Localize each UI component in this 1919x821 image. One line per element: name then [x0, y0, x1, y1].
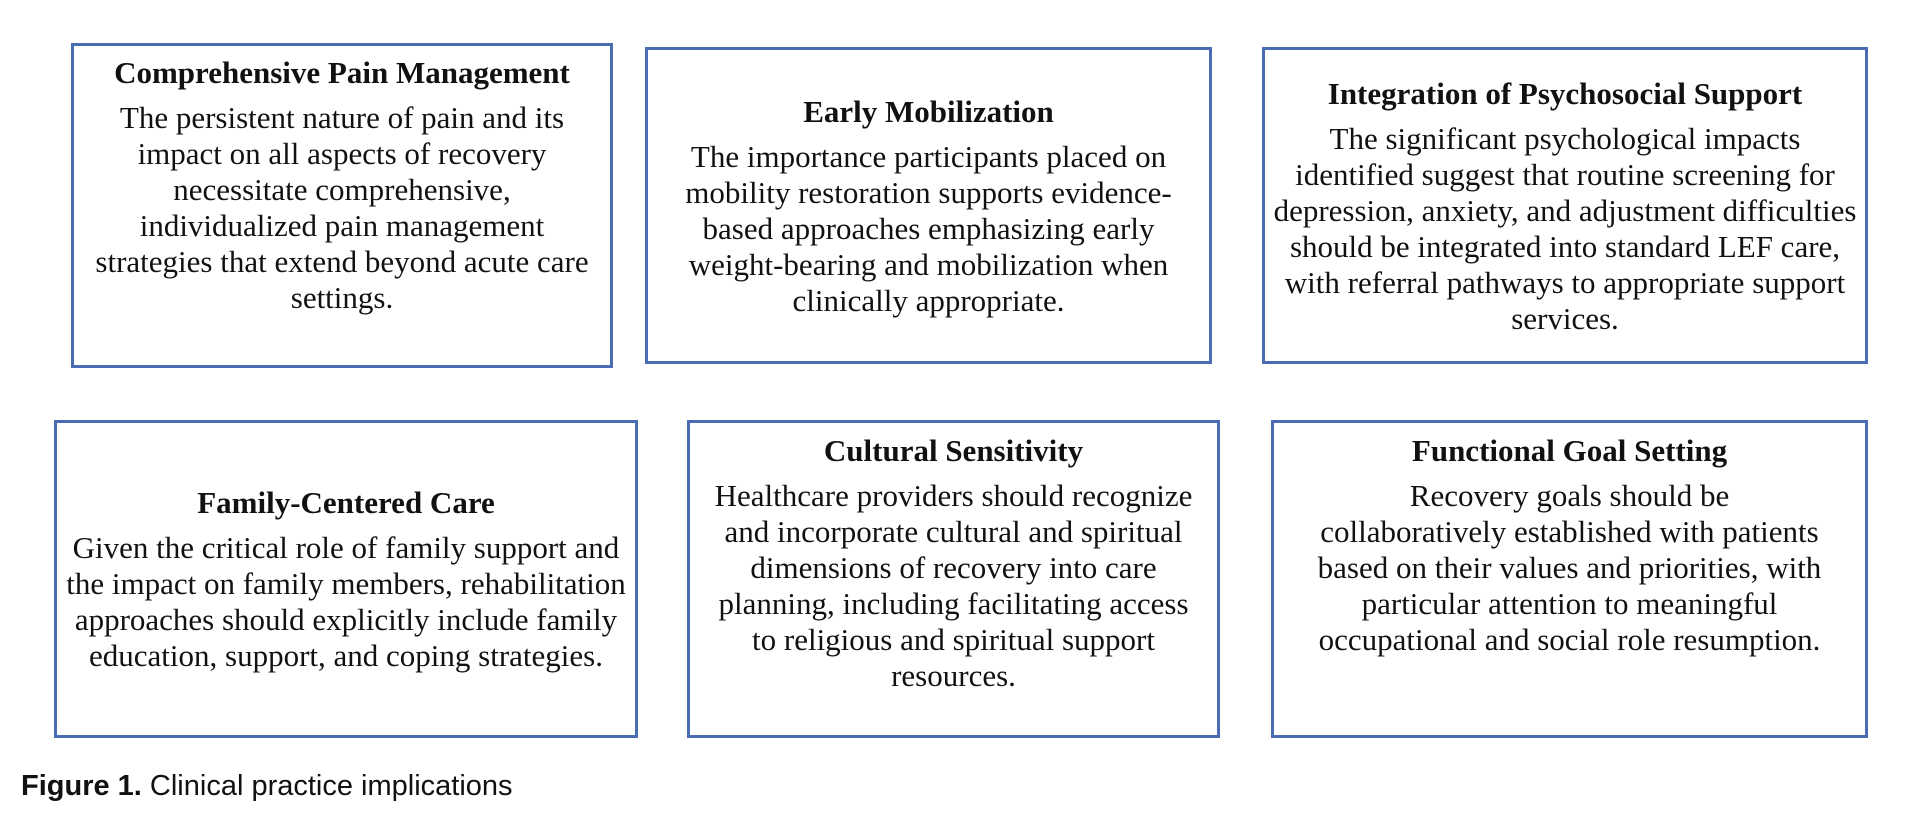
- functional-goal-setting-box: [1271, 420, 1868, 738]
- box-text: The importance participants placed on mobility restoration supports evidence-based approaches emphasizing early weight-bearing and mobilization when clinically appropriate.: [685, 138, 1172, 318]
- box-title: Integration of Psychosocial Support: [1327, 75, 1803, 111]
- psychosocial-support-box: [1262, 47, 1868, 364]
- box-title: Family-Centered Care: [197, 485, 495, 520]
- early-mobilization-box: [645, 47, 1212, 364]
- box-title: Early Mobilization: [803, 93, 1054, 129]
- figure-label: Figure 1.: [21, 770, 142, 802]
- box-text: Recovery goals should be collaboratively established with patients based on their values and priorities, with particular attention to meaningful occupational and social role resumption.: [1317, 478, 1822, 657]
- pain-management-box: [71, 43, 613, 368]
- box-text: The significant psychological impacts identified suggest that routine screening for depression, anxiety, and adjustment difficulties should be integrated into standard LEF care, with referral pathways to appropriate support services.: [1273, 120, 1857, 336]
- figure-caption-text: Clinical practice implications: [149, 770, 513, 802]
- box-title: Functional Goal Setting: [1411, 433, 1728, 468]
- box-title: Comprehensive Pain Management: [114, 55, 570, 90]
- box-text: Healthcare providers should recognize and incorporate cultural and spiritual dimensions of recovery into care planning, including facilitating access to religious and spiritual support resources.: [714, 478, 1193, 693]
- family-centered-care-box: [54, 420, 638, 738]
- figure-caption: [21, 768, 513, 804]
- box-text: Given the critical role of family support and the impact on family members, rehabilitation approaches should explicitly include family education, support, and coping strategies.: [66, 530, 626, 673]
- box-text: The persistent nature of pain and its impact on all aspects of recovery necessitate comprehensive, individualized pain management strategies that extend beyond acute care settings.: [95, 100, 589, 315]
- cultural-sensitivity-box: [687, 420, 1220, 738]
- box-title: Cultural Sensitivity: [823, 433, 1084, 468]
